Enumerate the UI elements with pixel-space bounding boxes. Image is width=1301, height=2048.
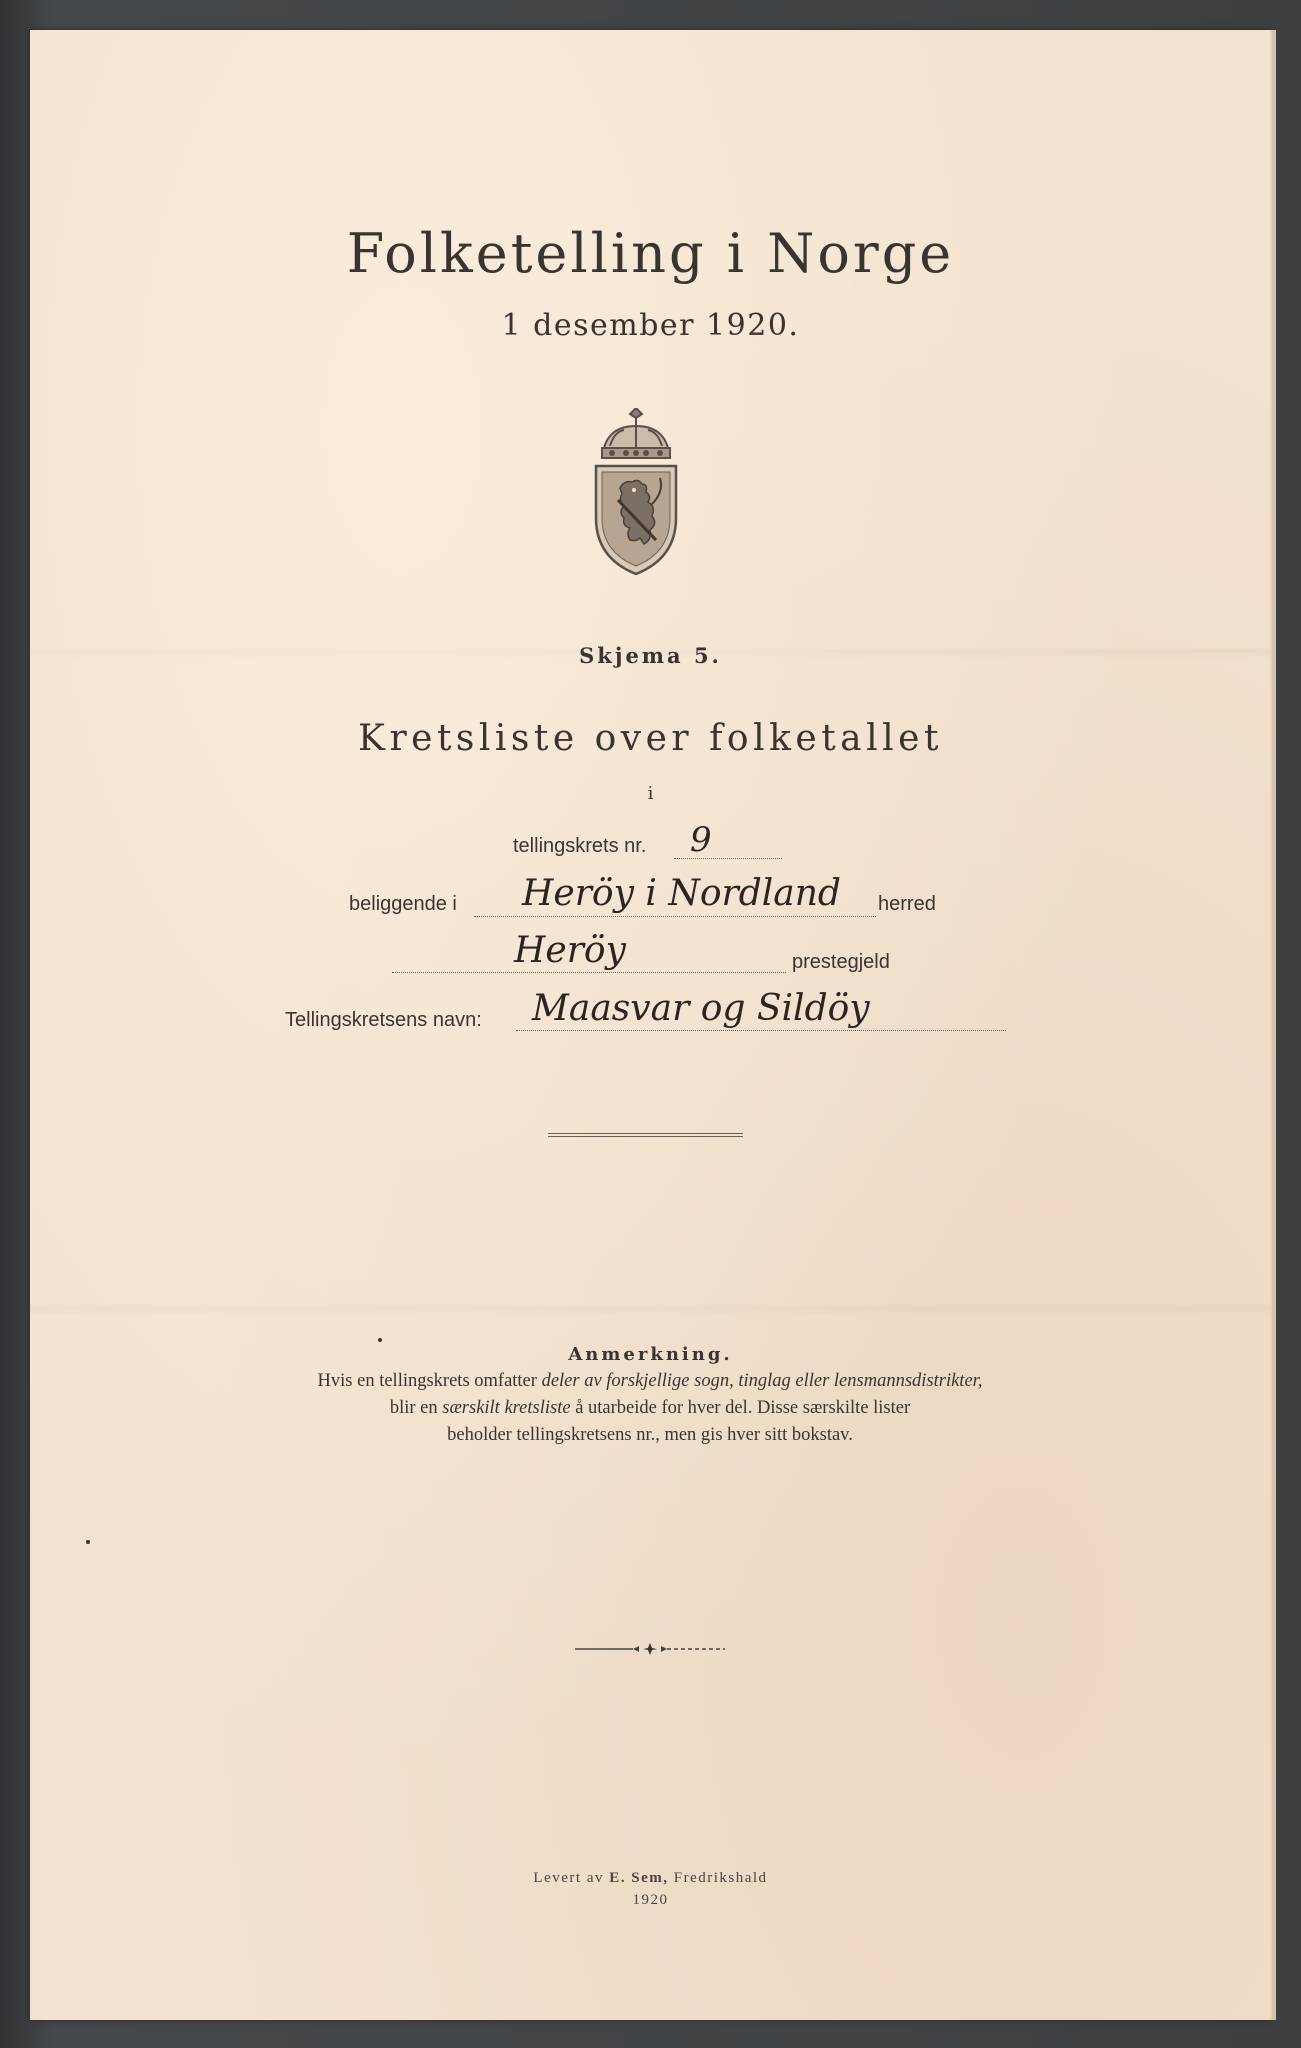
norwegian-coat-of-arms-icon [590,408,682,576]
location-label: beliggende i [349,893,457,915]
printer-prefix: Levert av [533,1870,610,1886]
note-line-1-italic: deler av forskjellige sogn, tinglag eller lensmannsdistrikter, [541,1371,983,1391]
parish-field[interactable]: Heröy [514,930,626,971]
printer-credit [0,1870,1301,1887]
ornament-divider-icon [575,1642,725,1656]
section-divider [548,1133,743,1137]
municipality-leader [474,916,876,917]
paper-speck [378,1338,382,1342]
municipality-field[interactable]: Heröy i Nordland [522,873,841,914]
note-line-2-italic: særskilt kretsliste [442,1398,571,1418]
connector-word: i [647,783,654,804]
district-name-label: Tellingskretsens navn: [285,1009,482,1031]
document-date: 1 desember 1920. [501,308,800,343]
note-line-3: beholder tellingskretsens nr., men gis hver sitt bokstav. [447,1425,853,1445]
district-number-field[interactable]: 9 [690,820,712,860]
municipality-suffix: herred [878,893,936,915]
printer-name: E. Sem, [609,1870,669,1886]
form-subtitle: Kretsliste over folketallet [358,718,943,759]
parish-suffix: prestegjeld [792,951,890,973]
note-line-2-end: å utarbeide for hver del. Disse særskilte lister [570,1398,911,1418]
note-line-2-start: blir en [389,1398,443,1418]
district-number-label: tellingskrets nr. [513,835,647,857]
printer-city: Fredrikshald [668,1870,768,1886]
note-heading: Anmerkning. [568,1344,733,1365]
parish-leader [392,972,786,973]
print-year: 1920 [632,1892,669,1908]
note-line-1-start: Hvis en tellingskrets omfatter [317,1371,542,1391]
schema-number: Skjema 5. [579,643,722,668]
note-line-2 [180,1395,1120,1422]
document-title: Folketelling i Norge [346,222,955,285]
district-name-leader [516,1030,1006,1031]
paper-speck [86,1540,90,1544]
district-name-field[interactable]: Maasvar og Sildöy [532,988,870,1029]
note-line-1 [180,1368,1120,1395]
